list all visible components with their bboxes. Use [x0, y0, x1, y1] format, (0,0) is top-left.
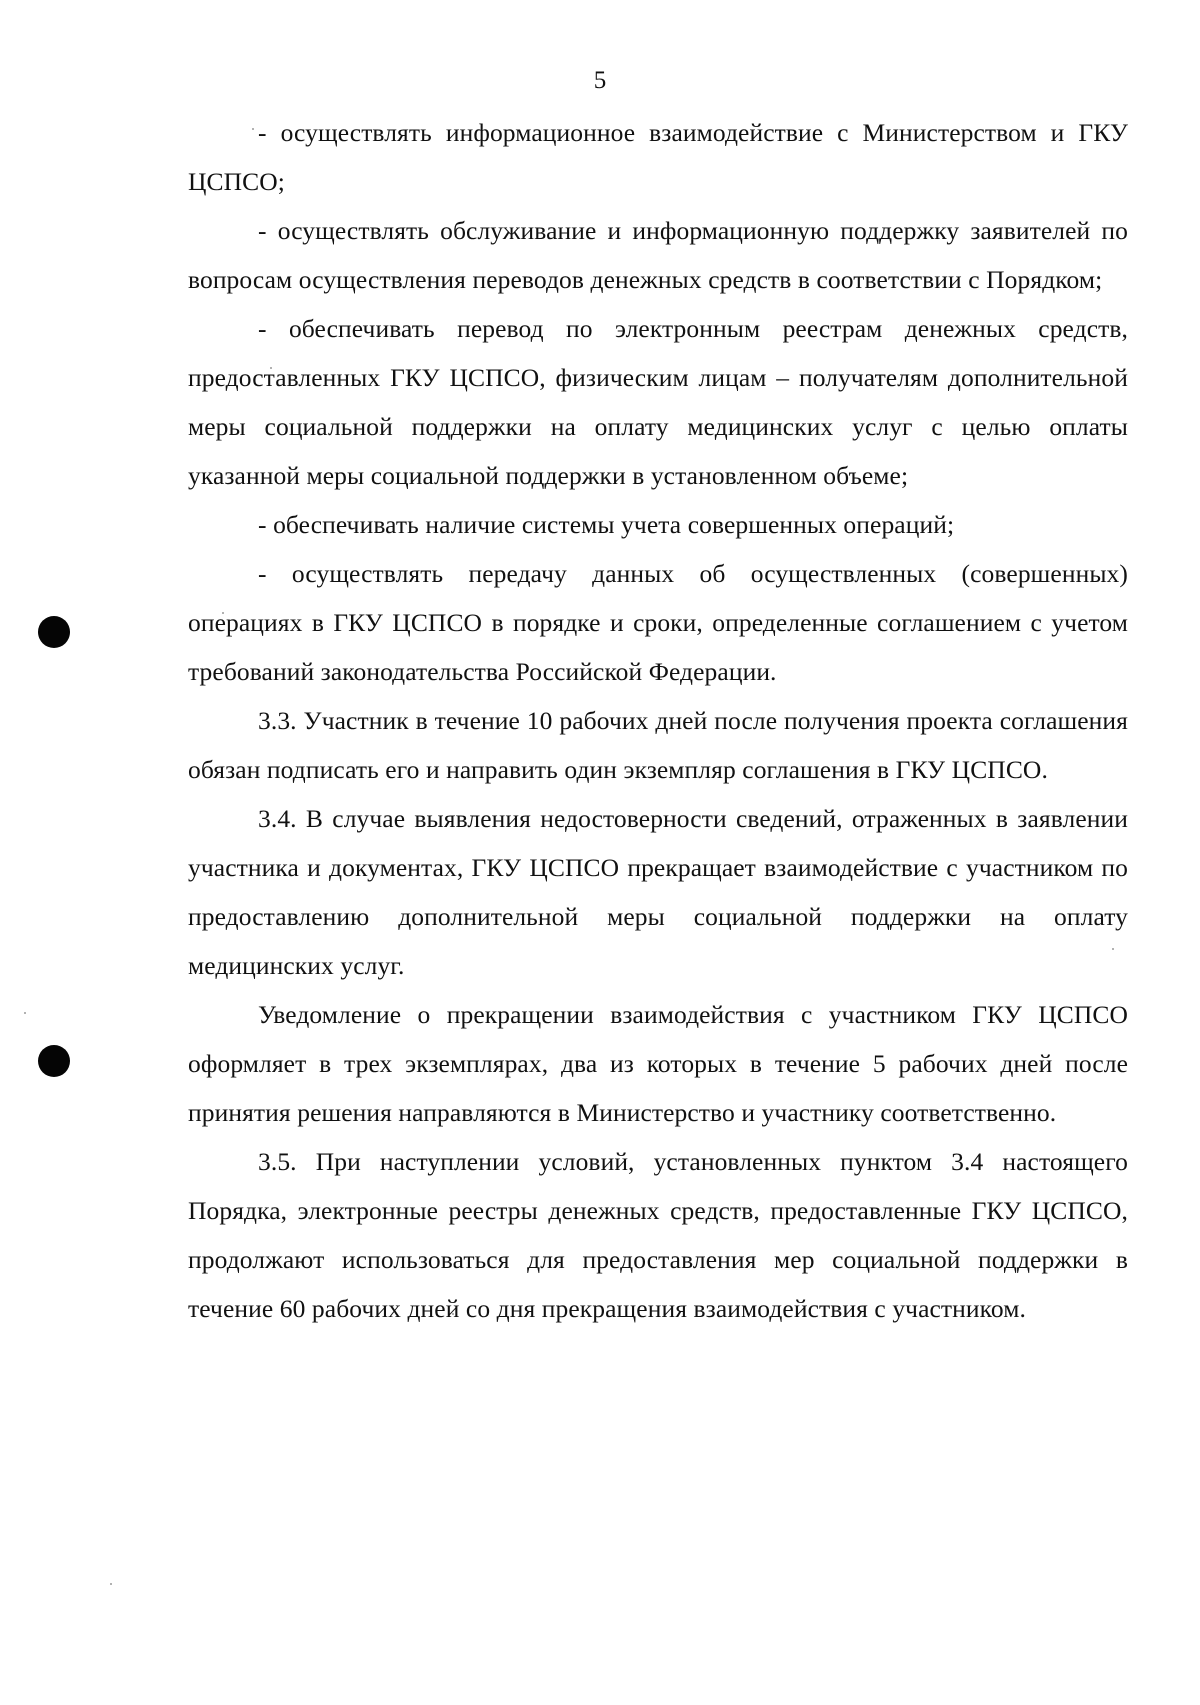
paragraph: - осуществлять обслуживание и информационную поддержку заявителей по вопросам осуществления переводов денежных средств в соответствии с Порядком;: [188, 216, 1128, 294]
paragraph: 3.3. Участник в течение 10 рабочих дней после получения проекта соглашения обязан подписать его и направить один экземпляр соглашения в ГКУ ЦСПСО.: [188, 706, 1128, 784]
paragraph: - обеспечивать наличие системы учета совершенных операций;: [258, 510, 955, 539]
paragraph: 3.5. При наступлении условий, установленных пунктом 3.4 настоящего Порядка, электронные реестры денежных средств, предоставленные ГКУ ЦСПСО, продолжают использоваться для предоставления мер социальной поддержки в течение 60 рабочих дней со дня прекращения взаимодействия с участником.: [188, 1147, 1128, 1323]
punch-hole-mark: [38, 1045, 70, 1077]
punch-hole-mark: [38, 616, 70, 648]
paragraph: - обеспечивать перевод по электронным реестрам денежных средств, предоставленных ГКУ ЦСПСО, физическим лицам – получателям дополнительной меры социальной поддержки на оплату медицинских услуг с целью оплаты указанной меры социальной поддержки в установленном объеме;: [188, 314, 1128, 490]
paragraph: 3.4. В случае выявления недостоверности сведений, отраженных в заявлении участника и документах, ГКУ ЦСПСО прекращает взаимодействие с участником по предоставлению дополнительной меры социальной поддержки на оплату медицинских услуг.: [188, 804, 1128, 980]
paragraph: Уведомление о прекращении взаимодействия с участником ГКУ ЦСПСО оформляет в трех экземплярах, два из которых в течение 5 рабочих дней после принятия решения направляются в Министерство и участнику соответственно.: [188, 1000, 1128, 1127]
paragraph: - осуществлять передачу данных об осуществленных (совершенных) операциях в ГКУ ЦСПСО в порядке и сроки, определенные соглашением с учетом требований законодательства Российской Федерации.: [188, 559, 1128, 686]
page-number: 5: [593, 67, 607, 94]
paragraph: - осуществлять информационное взаимодействие с Министерством и ГКУ ЦСПСО;: [188, 118, 1128, 196]
scan-speck: [110, 1583, 112, 1585]
document-body: [188, 108, 1128, 1333]
scan-speck: [24, 1012, 26, 1014]
